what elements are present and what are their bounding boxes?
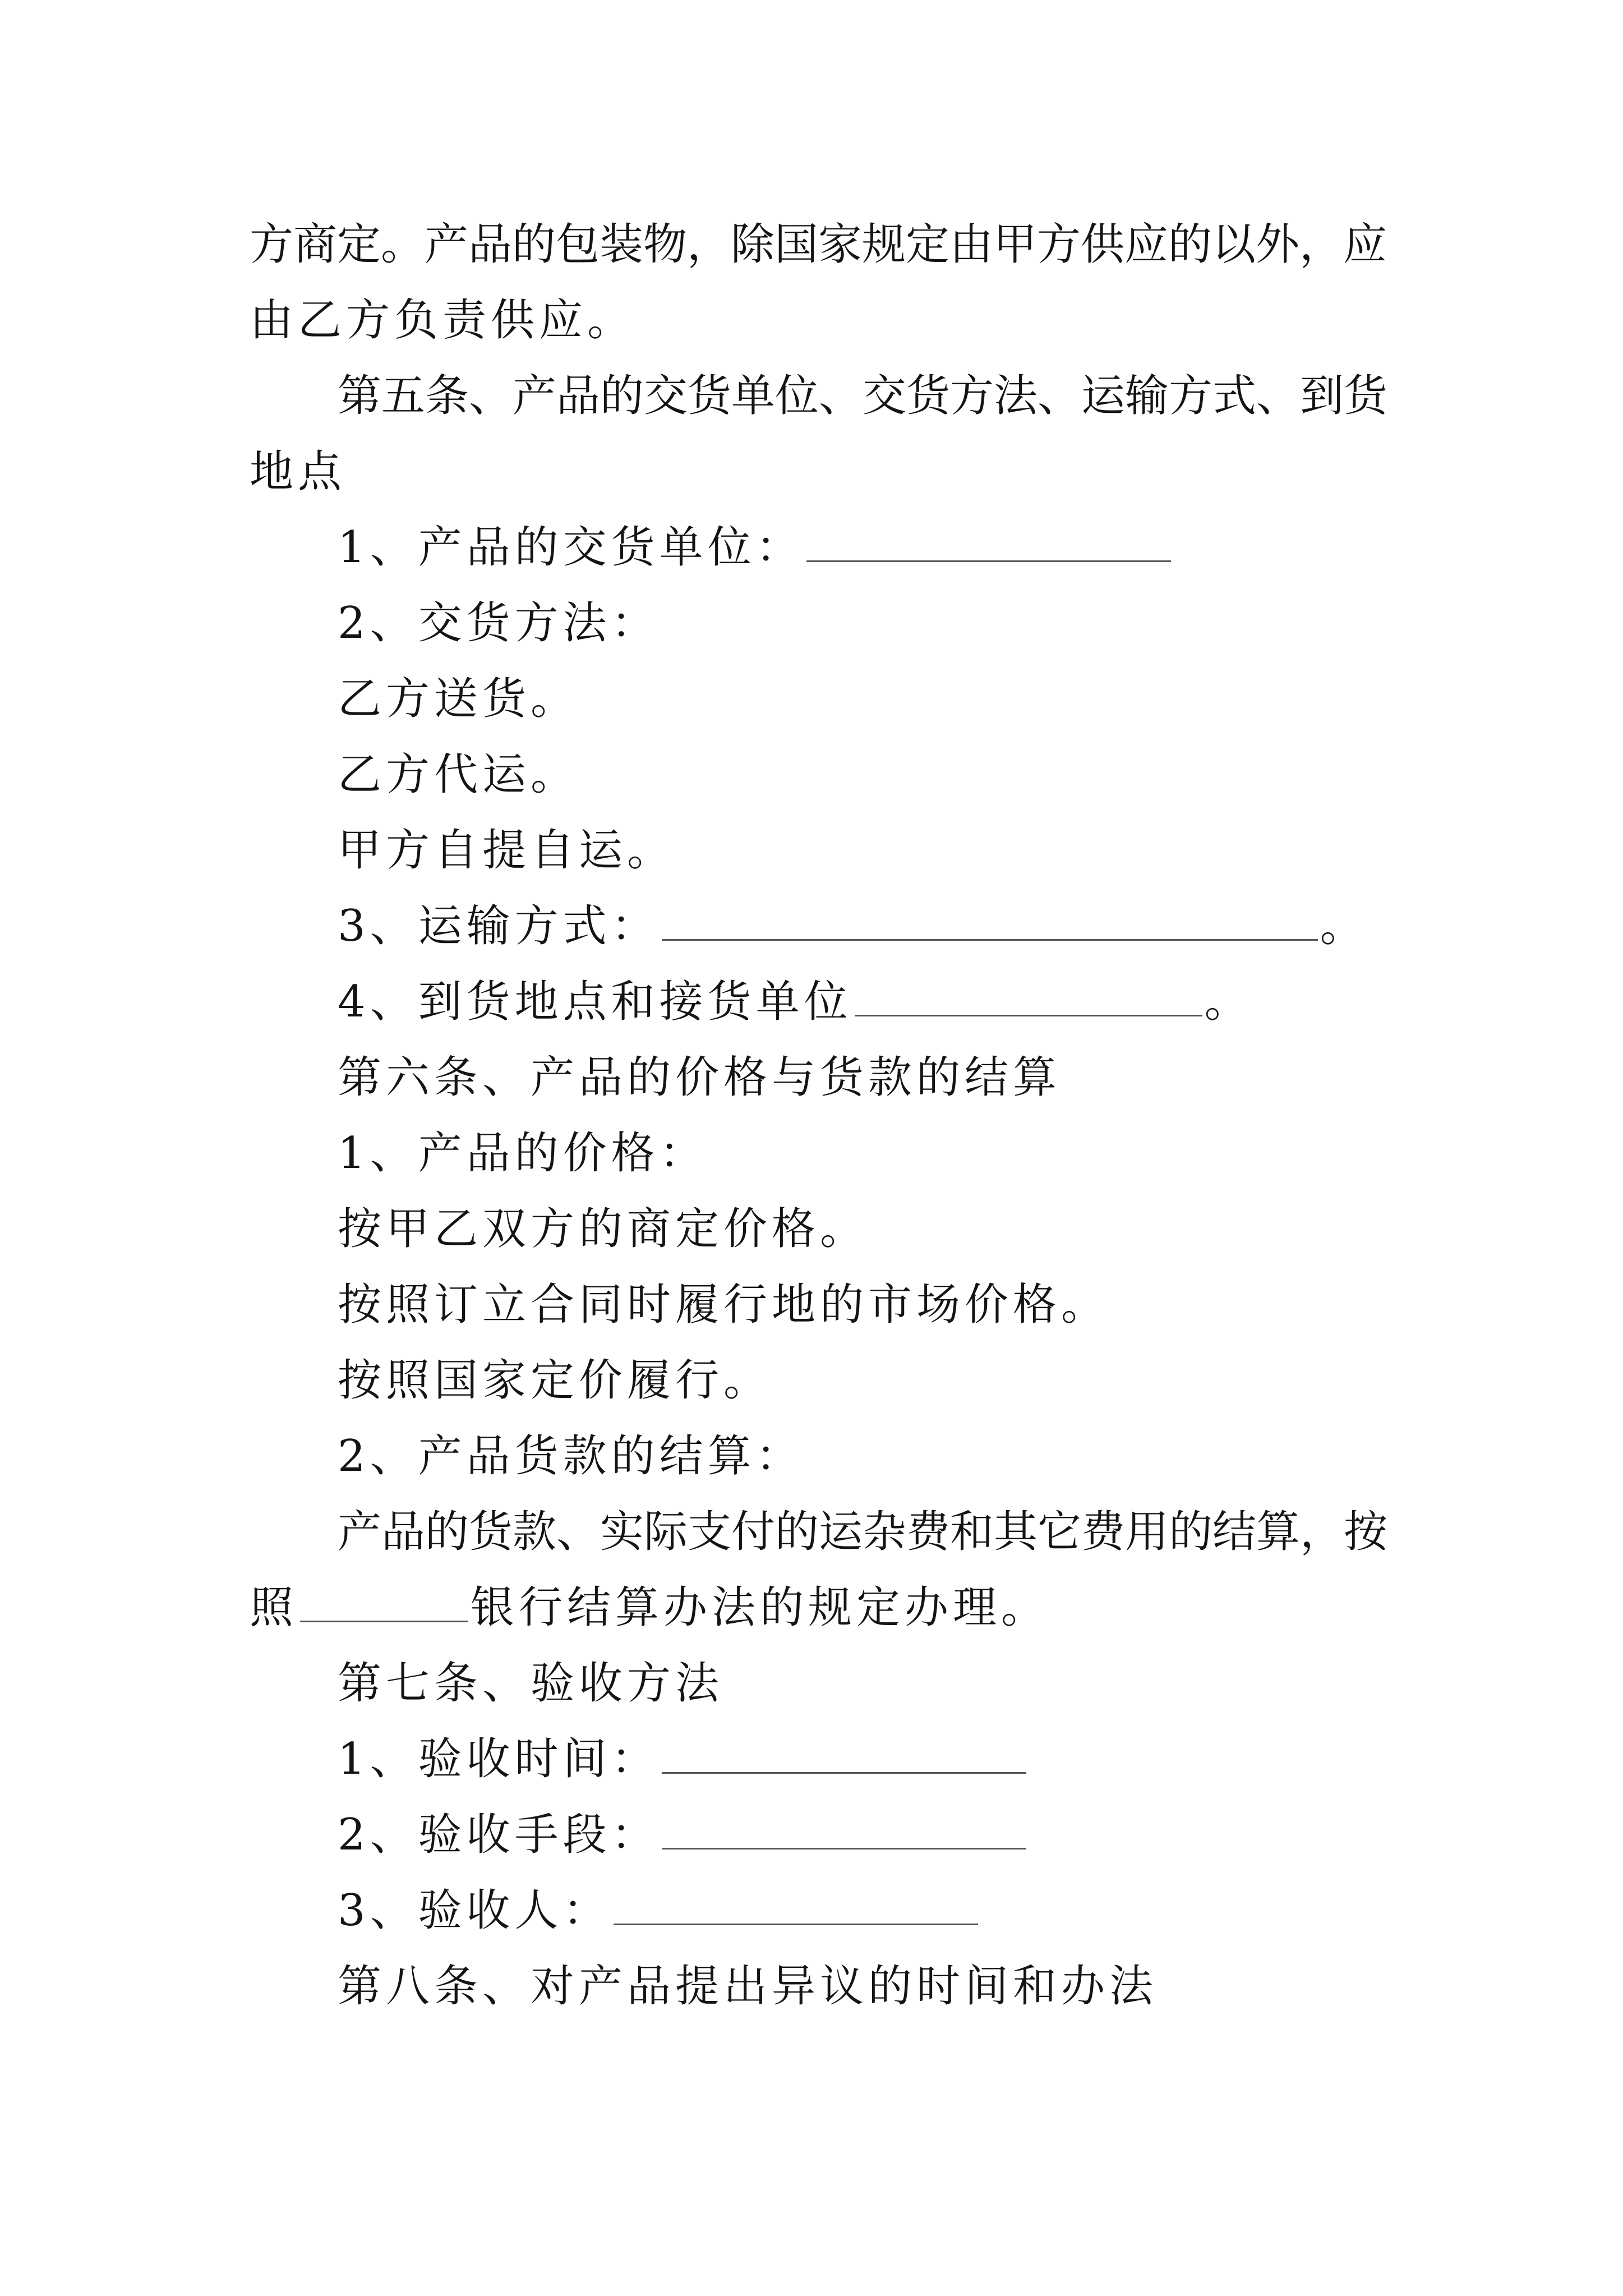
arrival-place-line	[338, 974, 1253, 1030]
text-span: 1、验收时间：	[338, 1734, 660, 1784]
arrival-place-blank[interactable]	[855, 976, 1202, 1016]
text-span: 由乙方负责供应。	[250, 295, 636, 346]
text-span: 4、到货地点和接货单位	[338, 977, 852, 1027]
article-6-heading	[338, 1050, 1061, 1106]
paragraph-line	[250, 217, 1387, 273]
text-span: 第六条、产品的价格与货款的结算	[338, 1052, 1062, 1103]
text-span: 1、产品的价格：	[338, 1128, 708, 1179]
paragraph-line	[250, 292, 635, 348]
text-span: 。	[1204, 977, 1253, 1027]
delivery-unit-line	[338, 519, 1173, 576]
transport-method-line	[338, 898, 1368, 954]
text-span: 地点	[250, 447, 347, 497]
delivery-method-line	[338, 595, 660, 651]
inspection-means-line	[338, 1807, 1029, 1863]
option-line	[338, 747, 579, 803]
text-span: 方商定。产品的包装物，除国家规定由甲方供应的以外，应	[250, 219, 1387, 270]
text-span: 乙方代运。	[338, 749, 579, 800]
text-span: 按甲乙双方的商定价格。	[338, 1204, 869, 1254]
settlement-text-line	[338, 1504, 1388, 1560]
inspection-time-blank[interactable]	[662, 1733, 1026, 1774]
price-line	[338, 1125, 708, 1181]
text-span: 。	[1320, 901, 1368, 951]
inspection-time-line	[338, 1731, 1029, 1787]
text-span: 1、产品的交货单位：	[338, 522, 804, 573]
option-line	[338, 1277, 1109, 1333]
article-5-heading-cont	[250, 444, 346, 500]
text-span: 照	[250, 1582, 298, 1633]
option-line	[338, 671, 579, 727]
article-7-heading	[338, 1655, 723, 1711]
text-span: 2、产品货款的结算：	[338, 1431, 804, 1481]
option-line	[338, 1201, 868, 1257]
transport-method-blank[interactable]	[662, 900, 1318, 941]
text-span: 3、运输方式：	[338, 901, 660, 951]
bank-blank[interactable]	[300, 1581, 468, 1622]
text-span: 甲方自提自运。	[338, 825, 676, 876]
option-line	[338, 822, 675, 878]
text-span: 第八条、对产品提出异议的时间和办法	[338, 1961, 1158, 2012]
settlement-text-cont	[250, 1580, 1049, 1636]
text-span: 按照国家定价履行。	[338, 1355, 772, 1406]
text-span: 2、验收手段：	[338, 1810, 660, 1860]
article-8-heading	[338, 1958, 1158, 2014]
article-5-heading	[338, 368, 1388, 424]
settlement-line	[338, 1428, 804, 1484]
text-span: 产品的货款、实际支付的运杂费和其它费用的结算，按	[338, 1507, 1388, 1557]
text-span: 3、验收人：	[338, 1885, 611, 1936]
text-span: 第七条、验收方法	[338, 1658, 724, 1709]
delivery-unit-blank[interactable]	[806, 521, 1171, 562]
text-span: 按照订立合同时履行地的市场价格。	[338, 1280, 1110, 1330]
inspector-line	[338, 1883, 980, 1939]
text-span: 银行结算办法的规定办理。	[471, 1582, 1050, 1633]
text-span: 第五条、产品的交货单位、交货方法、运输方式、到货	[338, 371, 1388, 421]
inspection-means-blank[interactable]	[662, 1809, 1026, 1849]
text-span: 乙方送货。	[338, 674, 579, 724]
inspector-blank[interactable]	[614, 1884, 978, 1925]
text-span: 2、交货方法：	[338, 598, 660, 648]
option-line	[338, 1352, 772, 1409]
